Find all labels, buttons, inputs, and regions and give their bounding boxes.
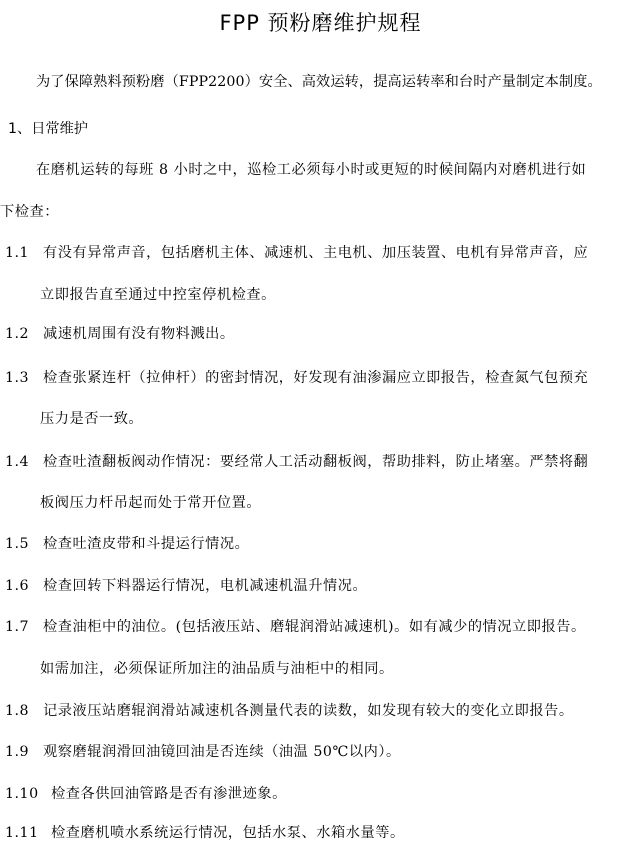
item-continuation: 压力是否一致。 bbox=[40, 411, 144, 427]
list-item bbox=[5, 533, 249, 555]
item-text: 检查吐渣翻板阀动作情况：要经常人工活动翻板阀，帮助排料，防止堵塞。严禁将翻 bbox=[43, 454, 589, 470]
item-text: 检查张紧连杆（拉伸杆）的密封情况，好发现有油渗漏应立即报告，检查氮气包预充 bbox=[43, 370, 589, 386]
item-number: 1.11 bbox=[5, 825, 39, 841]
list-item bbox=[5, 783, 287, 805]
list-item bbox=[5, 323, 235, 345]
section-paragraph-line: 在磨机运转的每班 8 小时之中，巡检工必须每小时或更短的时候间隔内对磨机进行如 bbox=[36, 162, 587, 178]
item-text: 检查磨机喷水系统运行情况，包括水泵、水箱水量等。 bbox=[51, 825, 405, 841]
list-item bbox=[5, 822, 405, 844]
list-item bbox=[5, 242, 588, 264]
item-text: 检查回转下料器运行情况，电机减速机温升情况。 bbox=[43, 578, 368, 594]
item-text: 检查吐渣皮带和斗提运行情况。 bbox=[43, 536, 250, 552]
item-continuation: 板阀压力杆吊起而处于常开位置。 bbox=[40, 495, 262, 511]
item-continuation: 如需加注，必须保证所加注的油品质与油柜中的相同。 bbox=[40, 661, 394, 677]
item-number: 1.8 bbox=[5, 703, 30, 719]
item-number: 1.5 bbox=[5, 536, 30, 552]
item-continuation: 立即报告直至通过中控室停机检查。 bbox=[40, 287, 276, 303]
list-item bbox=[5, 367, 588, 389]
section-paragraph-line: 下检查： bbox=[0, 204, 59, 220]
document-title: FPP 预粉磨维护规程 bbox=[219, 11, 422, 35]
item-number: 1.2 bbox=[5, 326, 30, 342]
item-number: 1.7 bbox=[5, 619, 30, 635]
item-text: 检查油柜中的油位。(包括液压站、磨辊润滑站减速机)。如有减少的情况立即报告。 bbox=[43, 619, 586, 635]
list-item bbox=[5, 741, 401, 763]
list-item bbox=[5, 616, 586, 638]
item-number: 1.6 bbox=[5, 578, 30, 594]
section-heading: 1、日常维护 bbox=[8, 121, 88, 137]
item-text: 有没有异常声音，包括磨机主体、减速机、主电机、加压装置、电机有异常声音，应 bbox=[43, 245, 589, 261]
item-text: 减速机周围有没有物料溅出。 bbox=[43, 326, 235, 342]
item-number: 1.3 bbox=[5, 370, 30, 386]
item-text: 观察磨辊润滑回油镜回油是否连续（油温 50℃以内）。 bbox=[43, 744, 401, 760]
intro-paragraph: 为了保障熟料预粉磨（FPP2200）安全、高效运转，提高运转率和台时产量制定本制度。 bbox=[36, 74, 602, 90]
item-text: 记录液压站磨辊润滑站减速机各测量代表的读数，如发现有较大的变化立即报告。 bbox=[43, 703, 574, 719]
list-item bbox=[5, 700, 574, 722]
item-number: 1.1 bbox=[5, 245, 30, 261]
list-item bbox=[5, 451, 588, 473]
item-number: 1.10 bbox=[5, 786, 39, 802]
item-text: 检查各供回油管路是否有渗泄迹象。 bbox=[51, 786, 287, 802]
item-number: 1.4 bbox=[5, 454, 30, 470]
list-item bbox=[5, 575, 367, 597]
item-number: 1.9 bbox=[5, 744, 30, 760]
